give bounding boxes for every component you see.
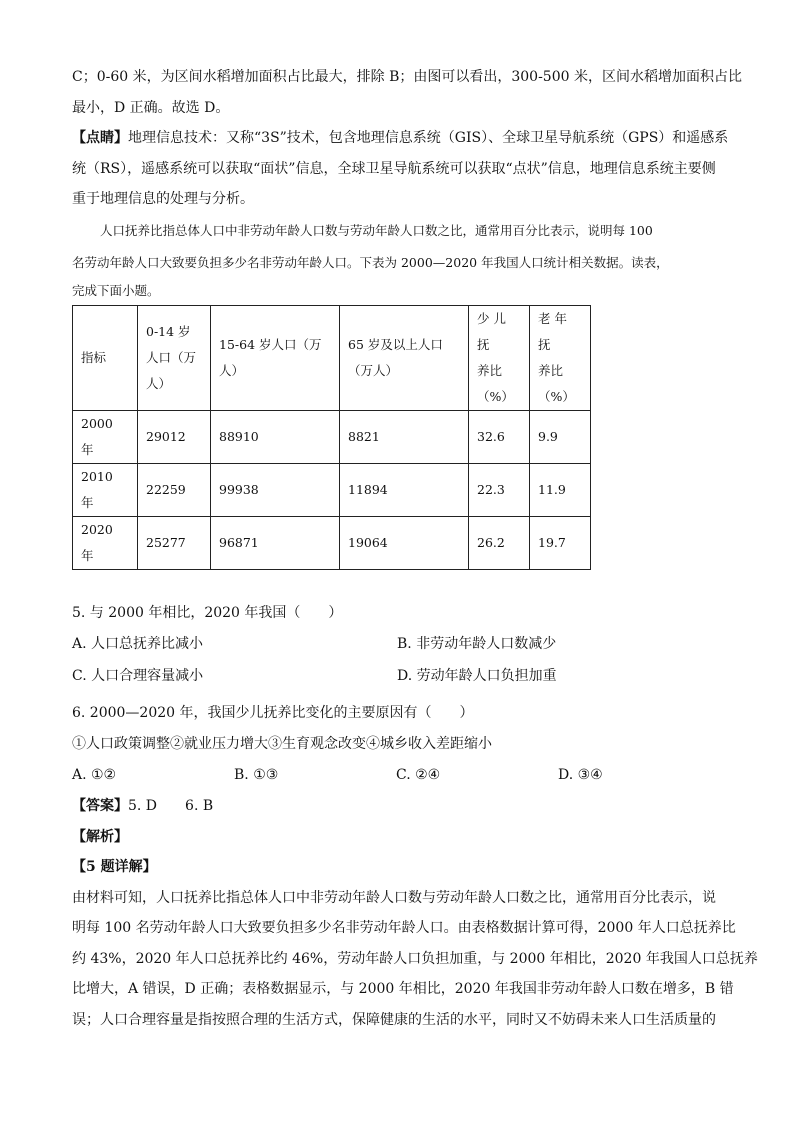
text-line: 最小，D 正确。故选 D。 <box>72 99 230 116</box>
table-cell: 9.9 <box>530 410 591 463</box>
text-line: C；0-60 米，为区间水稻增加面积占比最大，排除 B；由图可以看出，300-500 米，区间水稻增加面积占比 <box>72 69 742 85</box>
table-cell: 26.2 <box>469 516 530 569</box>
table-cell: 2010 年 <box>73 463 138 516</box>
table-cell: 88910 <box>211 410 340 463</box>
header-cell: 0-14 岁 人口（万 人） <box>138 305 211 410</box>
population-table <box>72 305 591 570</box>
question-6-stem: 6. 2000—2020 年，我国少儿抚养比变化的主要原因有（ ） <box>72 705 474 721</box>
header-cell: 老 年 抚 养比 （%） <box>530 305 591 410</box>
option-d: D. ③④ <box>558 767 603 783</box>
question-5-stem: 5. 与 2000 年相比，2020 年我国（ ） <box>72 604 343 621</box>
text-line: 重于地理信息的处理与分析。 <box>72 191 254 207</box>
answer-line <box>72 791 722 822</box>
question-5-options-row-1 <box>72 628 722 660</box>
detail-label: 【5 题详解】 <box>72 859 157 875</box>
text-line: 统（RS），遥感系统可以获取“面状”信息，全球卫星导航系统可以获取“点状”信息，地理信息系统主要侧 <box>72 160 716 177</box>
dianjing-line <box>72 123 729 154</box>
table-cell: 8821 <box>340 410 469 463</box>
table-cell: 25277 <box>138 516 211 569</box>
document-page <box>72 62 758 1035</box>
option-c: C. ②④ <box>396 767 441 783</box>
header-cell: 65 岁及以上人口 （万人） <box>340 305 469 410</box>
option-a: A. ①② <box>72 767 117 783</box>
option-a: A. 人口总抚养比减小 <box>72 636 204 652</box>
header-cell: 15-64 岁人口（万 人） <box>211 305 340 410</box>
table-header-row <box>73 305 591 410</box>
intro-line: 人口抚养比指总体人口中非劳动年龄人口数与劳动年龄人口数之比，通常用百分比表示，说明每 100 <box>100 222 653 238</box>
header-cell: 指标 <box>73 305 138 410</box>
header-cell: 少 儿 抚 养比 （%） <box>469 305 530 410</box>
table-cell: 19064 <box>340 516 469 569</box>
analysis-label: 【解析】 <box>72 828 128 845</box>
table-cell: 22259 <box>138 463 211 516</box>
table-cell: 29012 <box>138 410 211 463</box>
option-d: D. 劳动年龄人口负担加重 <box>397 668 557 684</box>
table-cell: 19.7 <box>530 516 591 569</box>
table-cell: 32.6 <box>469 410 530 463</box>
option-b: B. ①③ <box>234 767 279 783</box>
table-row <box>73 516 591 569</box>
answer-label: 【答案】 <box>72 798 128 814</box>
intro-line: 完成下面小题。 <box>72 282 160 298</box>
detail-line: 比增大，A 错误，D 正确；表格数据显示，与 2000 年相比，2020 年我国非劳动年龄人口数在增多，B 错 <box>72 981 734 997</box>
option-c: C. 人口合理容量减小 <box>72 668 204 684</box>
detail-line: 误；人口合理容量是指按照合理的生活方式，保障健康的生活的水平，同时又不妨碍未来人口生活质量的 <box>72 1011 716 1028</box>
table-cell: 11894 <box>340 463 469 516</box>
table-cell: 22.3 <box>469 463 530 516</box>
table-cell: 96871 <box>211 516 340 569</box>
intro-line: 名劳动年龄人口大致要负担多少名非劳动年龄人口。下表为 2000—2020 年我国人口统计相关数据。读表， <box>72 254 669 270</box>
detail-line: 明每 100 名劳动年龄人口大致要负担多少名非劳动年龄人口。由表格数据计算可得，2000 年人口总抚养比 <box>72 920 736 936</box>
detail-line: 约 43%，2020 年人口总抚养比约 46%，劳动年龄人口负担加重，与 2000 年相比，2020 年我国人口总抚养 <box>72 950 758 967</box>
table-cell: 2020 年 <box>73 516 138 569</box>
table-cell: 99938 <box>211 463 340 516</box>
question-6-options <box>72 759 722 791</box>
table-cell: 11.9 <box>530 463 591 516</box>
dianjing-label: 【点睛】 <box>72 130 128 146</box>
table-cell: 2000 年 <box>73 410 138 463</box>
detail-line: 由材料可知，人口抚养比指总体人口中非劳动年龄人口数与劳动年龄人口数之比，通常用百分比表示，说 <box>72 889 716 906</box>
table-row <box>73 463 591 516</box>
table-row <box>73 410 591 463</box>
question-5-options-row-2 <box>72 660 722 692</box>
dianjing-text: 地理信息技术：又称“3S”技术，包含地理信息系统（GIS）、全球卫星导航系统（GPS）和遥感系 <box>128 130 729 146</box>
option-b: B. 非劳动年龄人口数减少 <box>397 636 557 652</box>
question-6-items: ①人口政策调整②就业压力增大③生育观念改变④城乡收入差距缩小 <box>72 735 492 752</box>
answer-text: 5. D 6. B <box>128 798 214 814</box>
